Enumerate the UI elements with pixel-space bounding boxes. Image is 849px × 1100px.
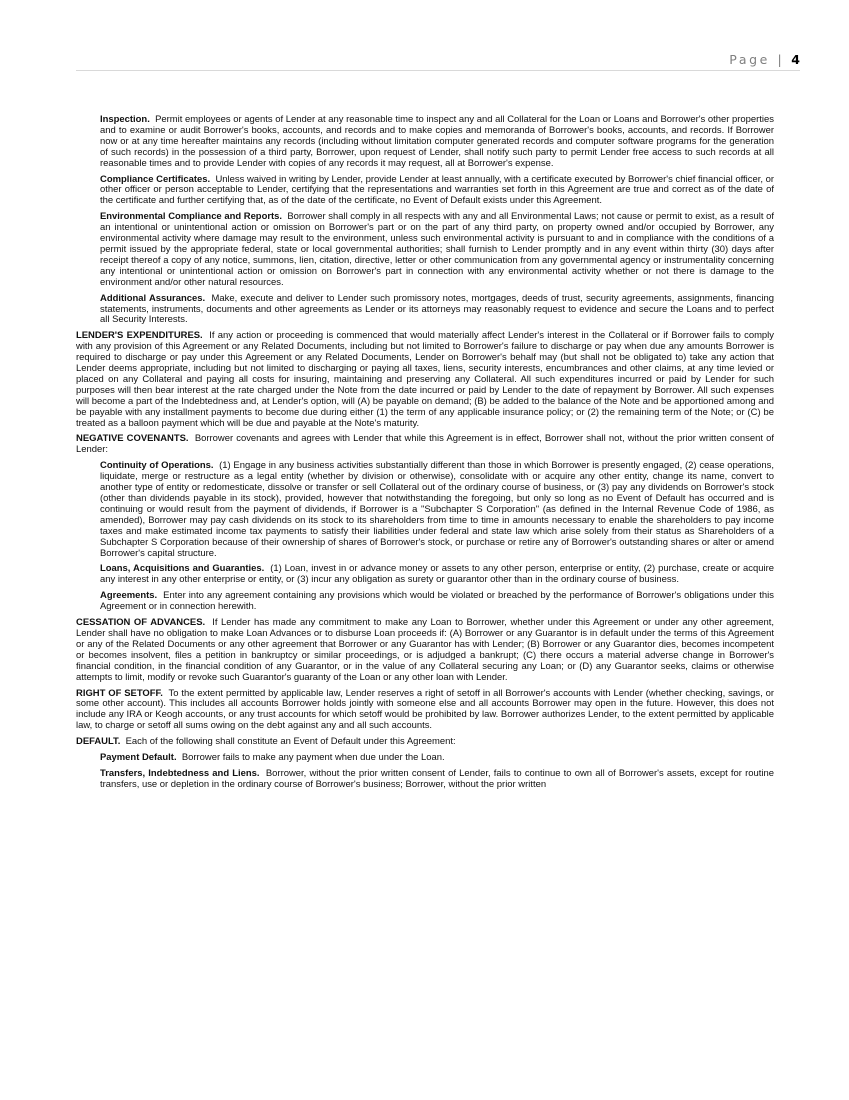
paragraph-text: Permit employees or agents of Lender at any reasonable time to inspect any and all Collateral for the Loan or Loans and Borrower's other properties and to examine or audit Borrower's books, accounts, and records and to make copies and memoranda of Borrower's books, accounts, and records. If Borrower now or at any time hereafter maintains any records (including without limitation computer generated records and computer software programs for the generation of such records) in the possession of a third party, Borrower, upon request of Lender, shall notify such party to permit Lender free access to such records at all reasonable times and to provide Lender with copies of any records it may request, all at Borrower's expense. — [100, 114, 774, 169]
page-word: Page — [729, 52, 770, 67]
paragraph-heading: Loans, Acquisitions and Guaranties. — [100, 563, 265, 575]
document-body — [76, 115, 774, 796]
section-text: Each of the following shall constitute an Event of Default under this Agreement: — [125, 736, 456, 748]
paragraph-text: (1) Loan, invest in or advance money or assets to any other person, enterprise or entity, (2) purchase, create or acquire any interest in any other enterprise or entity, or (3) incur any obligation as surety or guarantor other than in the ordinary course of business. — [100, 563, 774, 586]
section-default — [76, 737, 774, 748]
paragraph-text: Enter into any agreement containing any provisions which would be violated or breached by the performance of Borrower's obligations under this Agreement or in connection herewith. — [100, 590, 774, 613]
paragraph-heading: Inspection. — [100, 114, 150, 125]
section-text: Borrower covenants and agrees with Lender that while this Agreement is in effect, Borrower shall not, without the prior written consent of Lender: — [76, 433, 774, 456]
paragraph-heading: Compliance Certificates. — [100, 173, 211, 185]
paragraph-agreements — [100, 591, 774, 613]
paragraph-text: (1) Engage in any business activities substantially different than those in which Borrower is presently engaged, (2) cease operations, liquidate, merge or restructure as a legal entity (whether by division or otherwise), consolidate with or acquire any other entity, change its name, convert to another type of entity or redomesticate, dissolve or transfer or sell Collateral out of the ordinary course of business, or (3) pay any dividends on Borrower's stock (other than dividends payable in its stock), provided, however that notwithstanding the foregoing, but only so long as no Event of Default has occurred and is continuing or would result from the payment of dividends, if Borrower is a "Subchapter S Corporation" (as defined in the Internal Revenue Code of 1986, as amended), Borrower may pay cash dividends on its stock to its shareholders from time to time in amounts necessary to enable the shareholders to pay income taxes and make estimated income tax payments to satisfy their liabilities under federal and state law which arise solely from their status as Shareholders of a Subchapter S Corporation because of their ownership of shares of Borrower's stock, or purchase or retire any of Borrower's outstanding shares or alter or amend Borrower's capital structure. — [100, 460, 774, 559]
paragraph-heading: Transfers, Indebtedness and Liens. — [100, 767, 260, 779]
paragraph-heading: Environmental Compliance and Reports. — [100, 211, 283, 223]
paragraph-text: Make, execute and deliver to Lender such promissory notes, mortgages, deeds of trust, security agreements, assignments, financing statements, instruments, documents and other agreements as Lender or its attorneys may reasonably request to evidence and secure the Loans and to perfect all Security Interests. — [100, 292, 774, 326]
paragraph-payment-default — [100, 753, 774, 764]
section-heading: DEFAULT. — [76, 736, 121, 748]
paragraph-text: Borrower, without the prior written consent of Lender, fails to continue to own all of Borrower's assets, except for routine transfers, use or depletion in the ordinary course of Borrower's business; Borrower, without the prior written — [100, 767, 774, 790]
section-text: If any action or proceeding is commenced that would materially affect Lender's interest in the Collateral or if Borrower fails to comply with any provision of this Agreement or any Related Documents, including but not limited to Borrower's failure to discharge or pay when due any amounts Borrower is required to discharge or pay under this Agreement or any Related Documents, Lender on Borrower's behalf may (but shall not be obligated to) take any action that Lender deems appropriate, including but not limited to discharging or paying all taxes, liens, security interests, encumbrances and other claims, at any time levied or placed on any Collateral and paying all costs for insuring, maintaining and preserving any Collateral. All such expenditures incurred or paid by Lender for such purposes will then bear interest at the rate charged under the Note from the date incurred or paid by Lender to the date of repayment by Borrower. All such expenses will become a part of the Indebtedness and, at Lender's option, will (A) be payable on demand; (B) be added to the balance of the Note and be apportioned among and be payable with any installment payments to become due during either (1) the term of any applicable insurance policy; or (2) the remaining term of the Note; or (C) be treated as a balloon payment which will be due and payable at the Note's maturity. — [76, 330, 774, 429]
paragraph-environmental-compliance — [100, 212, 774, 288]
paragraph-loans-acquisitions-guaranties — [100, 564, 774, 586]
paragraph-continuity-of-operations — [100, 461, 774, 559]
section-heading: NEGATIVE COVENANTS. — [76, 433, 189, 445]
paragraph-heading: Additional Assurances. — [100, 292, 206, 304]
section-negative-covenants — [76, 434, 774, 456]
paragraph-compliance-certificates — [100, 175, 774, 208]
section-heading: CESSATION OF ADVANCES. — [76, 617, 206, 629]
page-number-label — [729, 52, 800, 67]
section-right-of-setoff — [76, 689, 774, 733]
paragraph-inspection — [100, 115, 774, 170]
paragraph-text: Borrower shall comply in all respects with any and all Environmental Laws; not cause or permit to exist, as a result of an intentional or unintentional action or omission on Borrower's part or on the part of any third party, on property owned and/or occupied by Borrower, any environmental activity where damage may result to the environment, unless such environmental activity is pursuant to and in compliance with the conditions of a permit issued by the appropriate federal, state or local governmental authorities; shall furnish to Lender promptly and in any event within thirty (30) days after receipt thereof a copy of any notice, summons, lien, citation, directive, letter or other communication from any governmental agency or instrumentality concerning any intentional or unintentional action or omission on Borrower's part in connection with any environmental activity whether or not there is damage to the environment and/or other natural resources. — [100, 211, 775, 288]
section-cessation-of-advances — [76, 618, 774, 683]
paragraph-additional-assurances — [100, 294, 774, 327]
paragraph-text: Borrower fails to make any payment when due under the Loan. — [181, 752, 445, 764]
paragraph-heading: Payment Default. — [100, 752, 177, 764]
page-number: 4 — [791, 52, 800, 67]
page-header — [76, 50, 800, 71]
section-lenders-expenditures — [76, 331, 774, 429]
paragraph-heading: Agreements. — [100, 590, 158, 602]
section-text: If Lender has made any commitment to make any Loan to Borrower, whether under this Agreement or under any other agreement, Lender shall have no obligation to make Loan Advances or to disburse Loan proceeds if: (A) Borrower or any Guarantor is in default under the terms of this Agreement or any of the Related Documents or any other agreement that Borrower or any Guarantor has with Lender; (B) Borrower or any Guarantor dies, becomes incompetent or becomes insolvent, files a petition in bankruptcy or similar proceedings, or is adjudged a bankrupt; (C) there occurs a material adverse change in Borrower's financial condition, in the financial condition of any Guarantor, or in the value of any Collateral securing any Loan; or (D) any Guarantor seeks, claims or otherwise attempts to limit, modify or revoke such Guarantor's guaranty of the Loan or any other loan with Lender. — [76, 617, 774, 683]
page-separator: | — [777, 52, 782, 67]
section-text: To the extent permitted by applicable law, Lender reserves a right of setoff in all Borrower's accounts with Lender (whether checking, savings, or some other account). This includes all accounts Borrower holds jointly with someone else and all accounts Borrower may open in the future. However, this does not include any IRA or Keogh accounts, or any trust accounts for which setoff would be prohibited by law. Borrower authorizes Lender, to the extent permitted by applicable law, to charge or setoff all sums owing on the debt against any and all such accounts. — [76, 687, 774, 732]
section-heading: RIGHT OF SETOFF. — [76, 687, 163, 699]
paragraph-transfers-indebtedness-liens — [100, 769, 774, 791]
section-heading: LENDER'S EXPENDITURES. — [76, 330, 203, 342]
paragraph-heading: Continuity of Operations. — [100, 460, 214, 472]
paragraph-text: Unless waived in writing by Lender, provide Lender at least annually, with a certificate executed by Borrower's chief financial officer, or other officer or person acceptable to Lender, certifying that the representations and warranties set forth in this Agreement are true and correct as of the date of the certificate and further certifying that, as of the date of the certificate, no Event of Default exists under this Agreement. — [100, 173, 775, 207]
